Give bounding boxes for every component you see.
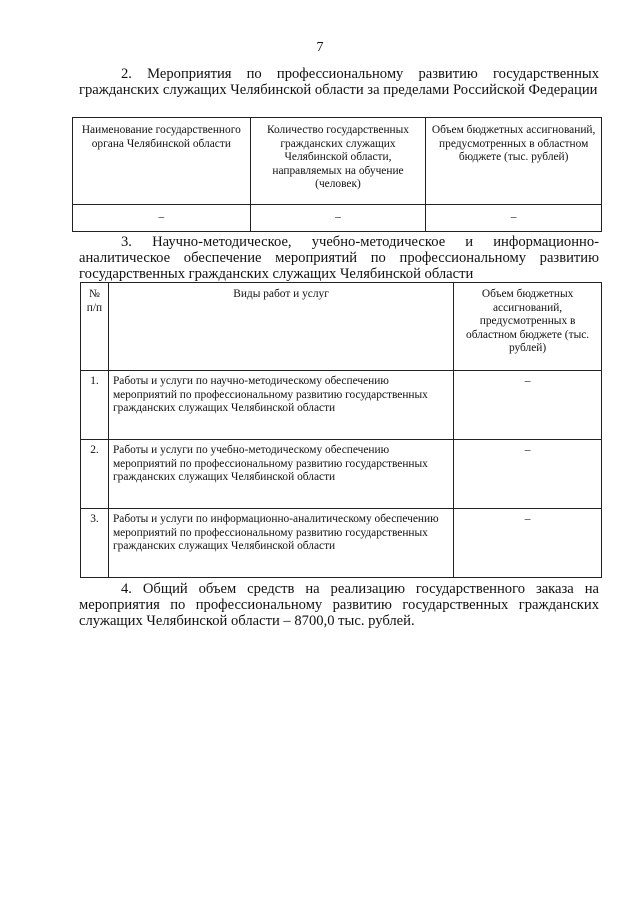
table-cell: –: [426, 205, 602, 232]
section-3-table: [80, 282, 602, 578]
row-description: Работы и услуги по информационно-аналитическому обеспечению мероприятий по профессиональному развитию государственных гражданских служащих Челябинской области: [108, 509, 453, 578]
table-cell: –: [250, 205, 426, 232]
table-cell: –: [73, 205, 251, 232]
table-row: [81, 371, 602, 440]
row-amount: –: [454, 371, 602, 440]
row-amount: –: [454, 440, 602, 509]
row-description: Работы и услуги по научно-методическому обеспечению мероприятий по профессиональному развитию государственных гражданских служащих Челябинской области: [108, 371, 453, 440]
table-header-row: [73, 118, 602, 205]
section-3-heading: 3. Научно-методическое, учебно-методическое и информационно-аналитическое обеспечение мероприятий по профессиональному развитию государственных гражданских служащих Челябинской области: [79, 234, 599, 282]
column-header-works: Виды работ и услуг: [108, 283, 453, 371]
row-number: 3.: [81, 509, 109, 578]
column-header-budget: Объем бюджетных ассигнований, предусмотренных в областном бюджете (тыс. рублей): [426, 118, 602, 205]
row-description: Работы и услуги по учебно-методическому обеспечению мероприятий по профессиональному развитию государственных гражданских служащих Челябинской области: [108, 440, 453, 509]
table-row: [81, 509, 602, 578]
page-number: 7: [316, 40, 324, 55]
table-row: [81, 440, 602, 509]
row-number: 2.: [81, 440, 109, 509]
section-4-text: 4. Общий объем средств на реализацию государственного заказа на мероприятия по профессиональному развитию государственных гражданских служащих Челябинской области – 8700,0 тыс. рублей.: [79, 581, 599, 629]
column-header-organ: Наименование государственного органа Челябинской области: [73, 118, 251, 205]
row-amount: –: [454, 509, 602, 578]
column-header-count: Количество государственных гражданских служащих Челябинской области, направляемых на обучение (человек): [250, 118, 426, 205]
section-2-heading: 2. Мероприятия по профессиональному развитию государственных гражданских служащих Челябинской области за пределами Российской Федерации: [79, 66, 599, 98]
section-2-table: [72, 117, 602, 232]
column-header-budget: Объем бюджетных ассигнований, предусмотренных в областном бюджете (тыс. рублей): [454, 283, 602, 371]
table-header-row: [81, 283, 602, 371]
column-header-num: № п/п: [81, 283, 109, 371]
row-number: 1.: [81, 371, 109, 440]
table-row: [73, 205, 602, 232]
